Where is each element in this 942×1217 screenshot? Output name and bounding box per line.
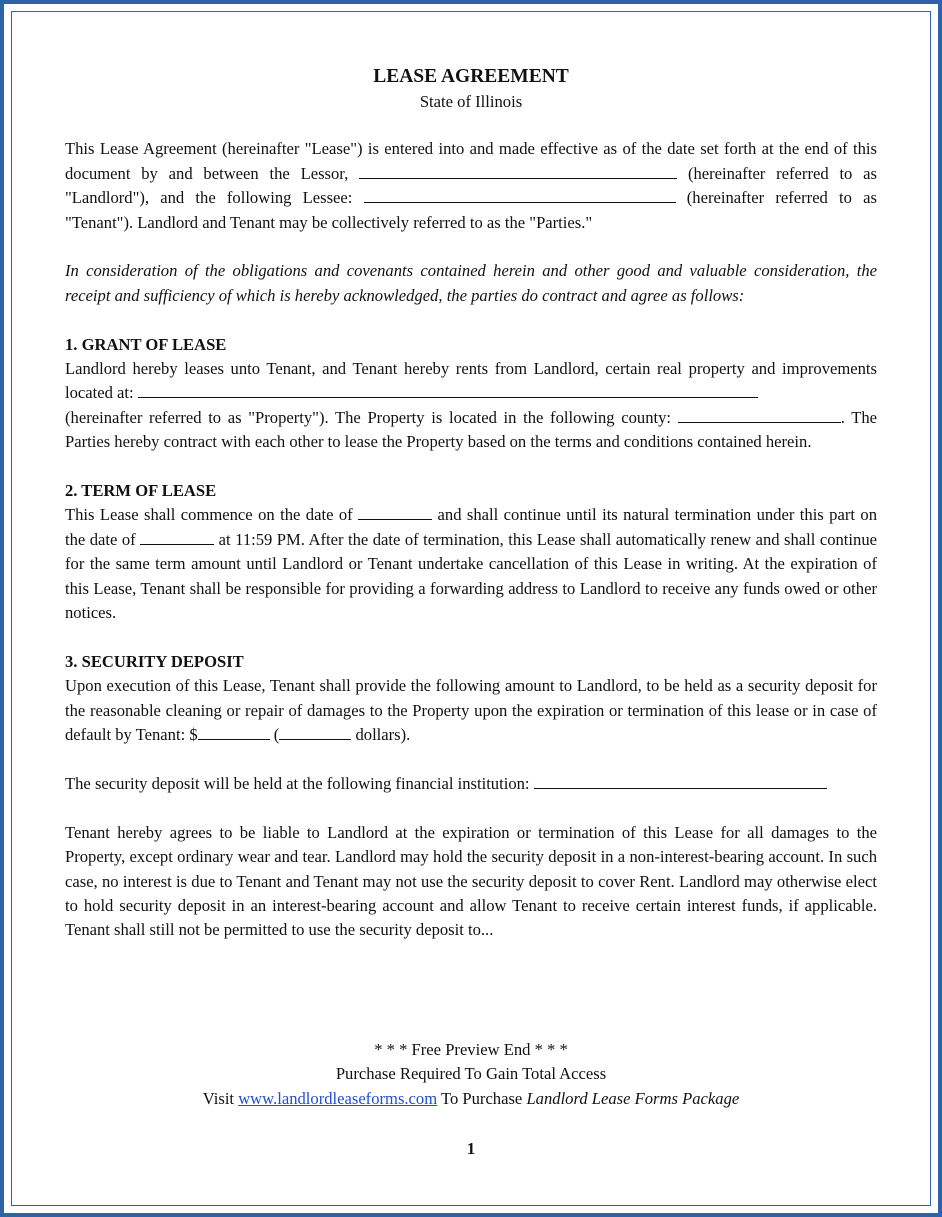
visit-text: Visit [202, 1088, 239, 1108]
term-text-2: and shall continue until its natural termination under this part on the date of [65, 505, 877, 549]
section-heading-grant: 1. GRANT OF LEASE [65, 334, 227, 354]
visit-line [0, 1087, 942, 1111]
county-blank [678, 407, 841, 423]
deposit-text-3: dollars). [351, 725, 411, 745]
institution-blank [534, 773, 827, 789]
deposit-amount-blank [198, 724, 270, 740]
to-purchase-text: To Purchase [437, 1088, 527, 1108]
deposit-paragraph [65, 674, 877, 747]
commence-date-blank [358, 504, 432, 520]
grant-text-1: Landlord hereby leases unto Tenant, and Tenant hereby rents from Landlord, certain real property and improvements located at: [65, 359, 877, 403]
liability-paragraph: Tenant hereby agrees to be liable to Landlord at the expiration or termination of this Lease for all damages to the Property, except ordinary wear and tear. Landlord may hold the security deposit in a non-interest-bearing account. In such case, no interest is due to Tenant and Tenant may not use the security deposit to cover Rent. Landlord may otherwise elect to hold security deposit in an interest-bearing account and allow Tenant to receive certain interest funds, if applicable. Tenant shall still not be permitted to use the security deposit to... [65, 822, 877, 940]
grant-text-3: . The Parties hereby contract with each other to lease the Property based on the terms and conditions contained herein. [65, 407, 877, 452]
document-subtitle: State of Illinois [419, 92, 523, 111]
property-address-blank [138, 382, 758, 398]
preview-end-text: * * * Free Preview End * * * [374, 1040, 568, 1059]
grant-text-2: (hereinafter referred to as "Property"). The Property is located in the following county: [65, 407, 678, 427]
term-paragraph [65, 503, 877, 625]
landlord-forms-link[interactable]: www.landlordleaseforms.com [238, 1088, 438, 1108]
lessee-blank [364, 187, 676, 203]
institution-paragraph [65, 772, 877, 796]
institution-text: The security deposit will be held at the following financial institution: [65, 773, 534, 793]
intro-text-3: (hereinafter referred to as "Tenant"). Landlord and Tenant may be collectively referred to as the "Parties." [65, 188, 877, 232]
deposit-text-2: ( [269, 725, 280, 745]
intro-paragraph [65, 137, 877, 235]
term-text-1: This Lease shall commence on the date of [65, 505, 359, 525]
package-name: Landlord Lease Forms Package [526, 1088, 740, 1108]
document-title: LEASE AGREEMENT [373, 66, 569, 87]
deposit-text-1: Upon execution of this Lease, Tenant shall provide the following amount to Landlord, to be held as a security deposit for the reasonable cleaning or repair of damages to the Property upon the expiration or termination of this lease or in case of default by Tenant: $ [65, 676, 877, 745]
section-heading-term: 2. TERM OF LEASE [65, 481, 217, 501]
intro-text-1: This Lease Agreement (hereinafter "Lease") is entered into and made effective as of the date set forth at the end of this document by and between the Lessor, [65, 139, 877, 183]
document-body [65, 64, 877, 967]
purchase-required-text: Purchase Required To Gain Total Access [335, 1064, 607, 1084]
consideration-paragraph: In consideration of the obligations and covenants contained herein and other good and valuable consideration, the receipt and sufficiency of which is hereby acknowledged, the parties do contract and agree as follows: [65, 261, 877, 305]
preview-footer [0, 1038, 942, 1111]
end-date-blank [140, 529, 214, 545]
intro-text-2: (hereinafter referred to as "Landlord"), and the following Lessee: [65, 163, 877, 208]
grant-paragraph [65, 357, 877, 455]
section-heading-deposit: 3. SECURITY DEPOSIT [65, 651, 244, 671]
lessor-blank [359, 163, 677, 179]
term-text-3: at 11:59 PM. After the date of termination, this Lease shall automatically renew and shall continue for the same term amount until Landlord or Tenant undertake cancellation of this Lease in writing. At the expiration of this Lease, Tenant shall be responsible for providing a forwarding address to Landlord to receive any funds owed or other notices. [65, 529, 877, 623]
page-number: 1 [466, 1139, 476, 1158]
deposit-words-blank [279, 724, 351, 740]
